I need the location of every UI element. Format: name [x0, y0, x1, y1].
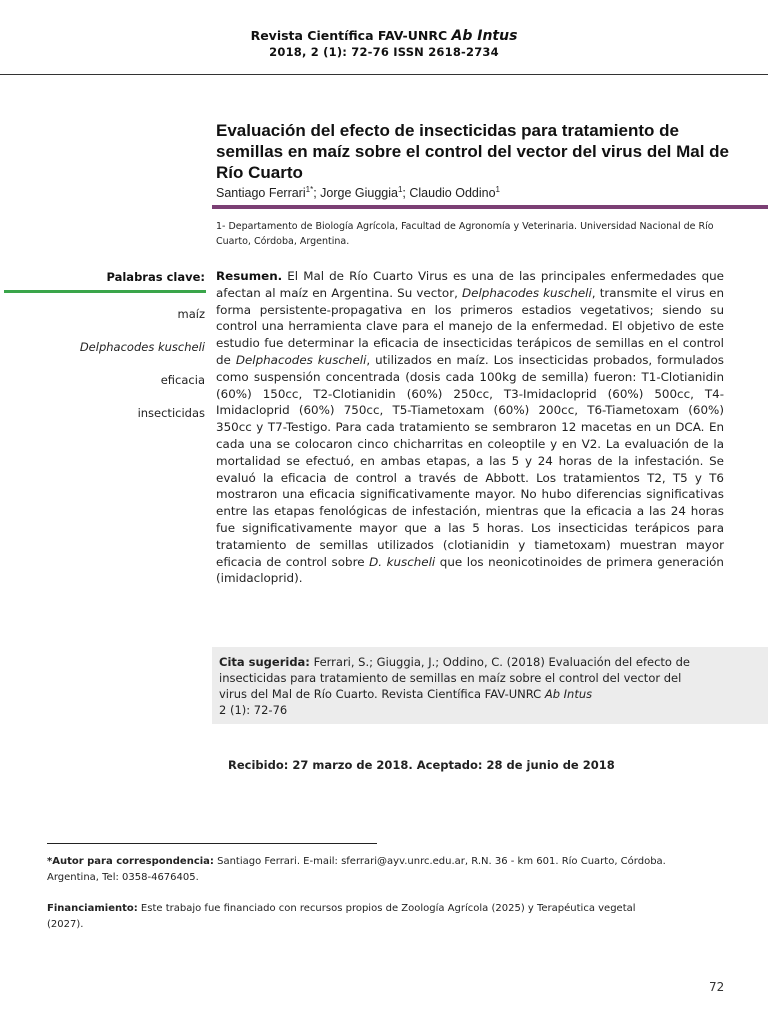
citation-journal: Ab Intus — [544, 687, 593, 701]
abstract-text: El Mal de Río Cuarto Virus es una de las principales enfermedades que afectan al maíz en Argentina. Su vector, — [216, 269, 724, 300]
page-number: 72 — [709, 980, 725, 994]
species-name: D. kuscheli — [369, 554, 436, 569]
funding-label: Financiamiento: — [47, 903, 138, 914]
volume-info: 2018, 2 (1): 72-76 ISSN 2618-2734 — [269, 45, 499, 59]
article-title: Evaluación del efecto de insecticidas para tratamiento de semillas en maíz sobre el control del vector del virus del Mal de Río Cuarto — [216, 121, 730, 182]
abstract — [216, 268, 724, 587]
journal-header — [0, 28, 768, 44]
keywords-heading: Palabras clave: — [106, 270, 205, 284]
keyword-item: eficacia — [160, 373, 205, 387]
keywords-divider — [4, 290, 206, 293]
received-dates: Recibido: 27 marzo de 2018. Aceptado: 28 de junio de 2018 — [228, 758, 615, 772]
author-name: Claudio Oddino — [409, 186, 496, 201]
author-name: Jorge Giuggia — [320, 186, 398, 201]
author-superscript: 1* — [305, 185, 314, 194]
journal-name: Revista Científica FAV-UNRC — [250, 28, 448, 43]
keyword-item: maíz — [177, 307, 205, 321]
funding-text: Este trabajo fue financiado con recursos propios de Zoología Agrícola (2025) y Terapéutica vegetal (2027). — [47, 903, 636, 930]
citation-volume: 2 (1): 72-76 — [219, 703, 288, 717]
abstract-text: , utilizados en maíz. Los insecticidas probados, formulados como suspensión concentrada (dosis cada 100kg de semilla) fueron: T1-Clotianidin (60%) 150cc, T2-Clotianidin (60%) 250cc, T3-Imidacloprid (60%) 500cc, T4-Imidacloprid (60%) 750cc, T5-Tiametoxam (60%) 200cc, T6-Tiametoxam (60%) 350cc y T7-Testigo. Para cada tratamiento se sembraron 12 macetas en un DCA. En cada una se colocaron cinco chicharritas en coleoptile y en V2. La evaluación de la mortalidad se efectuó, en ambas etapas, a las 5 y 24 horas de la infestación. Se evaluó la eficacia de control a través de Abbott. Los tratamientos T2, T5 y T6 mostraron una eficacia significativamente mayor. No hubo diferencias significativas entre las etapas fenológicas de infestación, mientras que la eficacia a las 24 horas fue significativamente mayor que a las 5 horas. Los insecticidas terápicos para tratamiento de semillas utilizados (clotianidin y tiametoxam) muestran mayor eficacia de control sobre — [216, 352, 724, 569]
journal-subname: Ab Intus — [451, 28, 518, 44]
citation-text — [219, 654, 709, 718]
abstract-label: Resumen. — [216, 269, 283, 283]
abstract-text: que los neonicotinoides de primera generación (imidacloprid). — [216, 554, 724, 586]
correspondence-label: *Autor para correspondencia: — [47, 856, 214, 867]
abstract-text: , transmite el virus en forma persistente-propagativa en los primeros estadios vegetativos; siendo su control una herramienta clave para el manejo de la enfermedad. El objetivo de este estudio fue determinar la eficacia de insecticidas terápicos de semillas en el control de — [216, 285, 724, 367]
funding-note — [47, 901, 647, 933]
correspondence-note — [47, 854, 707, 886]
species-name: Delphacodes kuscheli — [462, 285, 592, 300]
affiliation: 1- Departamento de Biología Agrícola, Facultad de Agronomía y Veterinaria. Universidad Nacional de Río Cuarto, Córdoba, Argentina. — [216, 221, 714, 247]
title-divider — [212, 205, 768, 209]
citation-body: Ferrari, S.; Giuggia, J.; Oddino, C. (2018) Evaluación del efecto de insecticidas para tratamiento de semillas en maíz sobre el control del vector del virus del Mal de Río Cuarto. Revista Científica FAV-UNRC — [219, 655, 690, 701]
correspondence-text: Santiago Ferrari. E-mail: sferrari@ayv.unrc.edu.ar, R.N. 36 - km 601. Río Cuarto, Córdoba. Argentina, Tel: 0358-4676405. — [47, 856, 666, 883]
species-name: Delphacodes kuscheli — [235, 352, 367, 367]
keyword-item: insecticidas — [137, 406, 205, 420]
footnote-divider — [47, 843, 377, 844]
keyword-item: Delphacodes kuscheli — [79, 340, 205, 354]
author-name: Santiago Ferrari — [216, 186, 306, 201]
citation-label: Cita sugerida: — [219, 655, 310, 669]
author-superscript: 1 — [397, 185, 403, 194]
header-divider — [0, 74, 768, 75]
author-superscript: 1 — [495, 185, 500, 194]
author-list: Santiago Ferrari$^{1*}$; Jorge Giuggia$^1$; Claudio Oddino$^1$ — [216, 185, 500, 201]
